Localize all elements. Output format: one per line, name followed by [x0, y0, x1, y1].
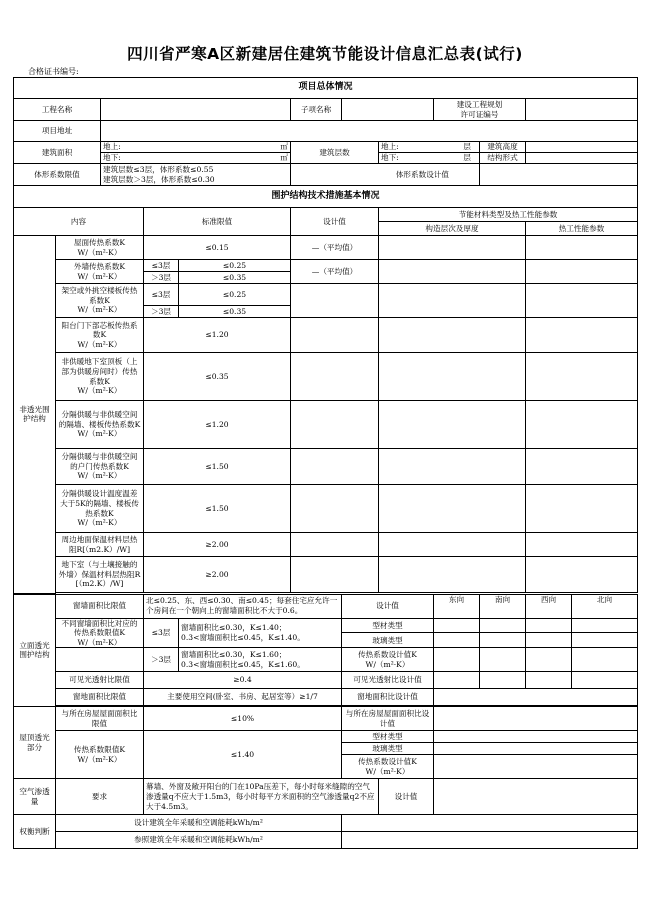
basement-wall-r-label: 地下室（与土壤接触的外墙）保温材料层热阻R[（m2.K）/W] — [56, 557, 144, 593]
project-address-label: 项目地址 — [14, 121, 101, 142]
window-floor-ratio-design-label: 窗地面积比设计值 — [342, 689, 434, 706]
permit-number-label: 建设工程规划 许可证编号 — [434, 99, 526, 121]
vt-east[interactable] — [434, 672, 480, 689]
overhang-floor-layers[interactable] — [379, 284, 526, 318]
floor-gt3-limit: ≤0.35 — [179, 306, 291, 318]
partition-door-thermal[interactable] — [526, 449, 638, 485]
facade-le3-label: ≤3层 — [144, 618, 179, 648]
summary-table — [13, 77, 638, 849]
wall-le3-label: ≤3层 — [144, 260, 179, 272]
project-address-value[interactable] — [101, 121, 638, 142]
roof-thermal[interactable] — [526, 236, 638, 260]
facade-frame-type-label: 型材类型 — [342, 618, 434, 633]
orientation-south: 南向 — [480, 594, 526, 618]
skylight-frame-type-label: 型材类型 — [342, 731, 434, 743]
design-energy-value[interactable] — [342, 815, 638, 832]
opaque-envelope-label: 非透光围护结构 — [14, 236, 56, 594]
skylight-ratio-design-label: 与所在房屋屋面面积比设计值 — [342, 707, 434, 731]
column-material-params: 节能材料类型及热工性能参数 — [379, 208, 638, 222]
area-above-ground[interactable] — [101, 142, 291, 153]
glass-south[interactable] — [480, 633, 526, 648]
frame-north[interactable] — [572, 618, 638, 633]
ground-insulation-r-limit: ≥2.00 — [144, 533, 291, 557]
air-infiltration-label: 空气渗透量 — [14, 779, 56, 815]
orientation-east: 东向 — [434, 594, 480, 618]
partition-wall-k-limit: ≤1.20 — [144, 401, 291, 449]
balcony-door-layers[interactable] — [379, 318, 526, 353]
partition-wall-design[interactable] — [291, 401, 379, 449]
air-infiltration-requirement: 幕墙、外窗及敞开阳台的门在10Pa压差下，每小时每米缝隙的空气渗透量q不应大于1.5m3，每小时每平方米面积的空气渗透量q2不应大于4.5m3。 — [144, 779, 379, 815]
partition-wall-layers[interactable] — [379, 401, 526, 449]
floors-below-ground[interactable] — [379, 153, 480, 164]
orientation-west: 西向 — [526, 594, 572, 618]
floor-unit: 层 — [463, 142, 471, 152]
frame-east[interactable] — [434, 618, 480, 633]
balcony-door-k-label: 阳台门下部芯板传热系数K W/（m²·K） — [56, 318, 144, 353]
basement-wall-r-limit: ≥2.00 — [144, 557, 291, 593]
floor-le3-label: ≤3层 — [144, 284, 179, 306]
skylight-ratio-limit: ≤10% — [144, 707, 342, 731]
column-standard-limit: 标准限值 — [144, 208, 291, 236]
basement-roof-k-limit: ≤0.35 — [144, 353, 291, 401]
below-ground-label: 地下: — [381, 153, 399, 163]
k-west[interactable] — [526, 648, 572, 672]
facade-glass-type-label: 玻璃类型 — [342, 633, 434, 648]
visible-transmittance-design-label: 可见光透射比设计值 — [342, 672, 434, 689]
facade-transparent-label: 立面透光围护结构 — [14, 594, 56, 707]
window-floor-ratio-limit: 主要使用空间(卧室、书房、起居室等）≥1/7 — [144, 689, 342, 706]
page-title: 四川省严寒A区新建居住建筑节能设计信息汇总表(试行) — [127, 45, 523, 63]
k-east[interactable] — [434, 648, 480, 672]
basement-wall-thermal[interactable] — [526, 557, 638, 593]
reference-energy-label: 参照建筑全年采暖和空调能耗kWh/m² — [56, 832, 342, 849]
skylight-k-design-value[interactable] — [434, 755, 638, 779]
k-by-wwr-spacer — [56, 648, 144, 672]
temp-diff-partition-layers[interactable] — [379, 485, 526, 533]
wwr-design-label: 设计值 — [342, 594, 434, 618]
partition-wall-thermal[interactable] — [526, 401, 638, 449]
certificate-number-label: 合格证书编号: — [28, 67, 79, 76]
area-unit: ㎡ — [280, 142, 288, 152]
basement-roof-layers[interactable] — [379, 353, 526, 401]
facade-k-design-label: 传热系数设计值K W/（m²·K） — [342, 648, 434, 672]
vt-west[interactable] — [526, 672, 572, 689]
air-infiltration-requirement-label: 要求 — [56, 779, 144, 815]
partition-door-layers[interactable] — [379, 449, 526, 485]
k-south[interactable] — [480, 648, 526, 672]
k-by-wwr-label: 不同窗墙面积比对应的传热系数限值K W/（m²·K） — [56, 618, 144, 648]
skylight-k-limit-label: 传热系数限值K W/（m²·K） — [56, 731, 144, 779]
roof-k-design[interactable]: —（平均值） — [291, 236, 379, 260]
floor-gt3-label: ＞3层 — [144, 306, 179, 318]
vt-north[interactable] — [572, 672, 638, 689]
structure-type-label: 结构形式 — [480, 153, 526, 164]
section-overview-heading: 项目总体情况 — [14, 78, 638, 99]
partition-door-design[interactable] — [291, 449, 379, 485]
temp-diff-partition-k-label: 分隔供暖设计温度温差大于5K的隔墙、楼板传热系数K W/（m²·K） — [56, 485, 144, 533]
column-content: 内容 — [14, 208, 144, 236]
structure-type-value[interactable] — [526, 153, 638, 164]
balcony-door-k-limit: ≤1.20 — [144, 318, 291, 353]
skylight-k-design-label: 传热系数设计值K W/（m²·K） — [342, 755, 434, 779]
ground-insulation-r-label: 周边地面保温材料层热阻R[（m2.K）/W] — [56, 533, 144, 557]
wall-layers[interactable] — [379, 260, 526, 284]
skylight-glass-type-label: 玻璃类型 — [342, 743, 434, 755]
above-ground-label: 地上: — [103, 142, 121, 152]
skylight-k-limit: ≤1.40 — [144, 731, 342, 779]
frame-south[interactable] — [480, 618, 526, 633]
design-energy-label: 设计建筑全年采暖和空调能耗kWh/m² — [56, 815, 342, 832]
basement-wall-layers[interactable] — [379, 557, 526, 593]
ground-insulation-design[interactable] — [291, 533, 379, 557]
building-height-label: 建筑高度 — [480, 142, 526, 153]
column-layers: 构造层次及厚度 — [379, 222, 526, 236]
facade-gt3-text: 窗墙面积比≤0.30，K≤1.60； 0.3<窗墙面积比≤0.45，K≤1.60。 — [179, 648, 342, 672]
temp-diff-partition-thermal[interactable] — [526, 485, 638, 533]
project-name-value[interactable] — [101, 99, 291, 121]
skylight-ratio-limit-label: 与所在房屋屋面面积比限值 — [56, 707, 144, 731]
skylight-frame-type-value[interactable] — [434, 731, 638, 743]
shape-coefficient-limit-text: 建筑层数≤3层，体形系数≤0.55 建筑层数＞3层，体形系数≤0.30 — [101, 164, 291, 186]
temp-diff-partition-k-limit: ≤1.50 — [144, 485, 291, 533]
floors-label: 建筑层数 — [291, 142, 379, 164]
wall-le3-limit: ≤0.25 — [179, 260, 291, 272]
shape-coefficient-limit-label: 体形系数限值 — [14, 164, 101, 186]
skylight-label: 屋顶透光部分 — [14, 707, 56, 779]
shape-coefficient-design-label: 体形系数设计值 — [291, 164, 480, 186]
wall-thermal[interactable] — [526, 260, 638, 284]
window-floor-ratio-design-value[interactable] — [434, 689, 638, 706]
wwr-limit-text: 北≤0.25、东、西≤0.30、南≤0.45；每套住宅应允许一个房间在一个朝向上的窗墙面积比不大于0.6。 — [144, 594, 342, 618]
partition-door-k-limit: ≤1.50 — [144, 449, 291, 485]
balcony-door-design[interactable] — [291, 318, 379, 353]
wall-gt3-limit: ≤0.35 — [179, 272, 291, 284]
visible-transmittance-limit: ≥0.4 — [144, 672, 342, 689]
section-envelope-heading: 围护结构技术措施基本情况 — [14, 186, 638, 208]
basement-roof-design[interactable] — [291, 353, 379, 401]
orientation-north: 北向 — [572, 594, 638, 618]
air-infiltration-design-value[interactable] — [434, 779, 638, 815]
shape-coefficient-design-value[interactable] — [480, 164, 638, 186]
overhang-floor-thermal[interactable] — [526, 284, 638, 318]
ground-insulation-layers[interactable] — [379, 533, 526, 557]
floor-unit: 层 — [463, 153, 471, 163]
wwr-limit-label: 窗墙面积比限值 — [56, 594, 144, 618]
facade-gt3-label: ＞3层 — [144, 648, 179, 672]
column-design-value: 设计值 — [291, 208, 379, 236]
area-below-ground[interactable] — [101, 153, 291, 164]
tradeoff-label: 权衡判断 — [14, 815, 56, 849]
below-ground-label: 地下: — [103, 153, 121, 163]
floors-above-ground[interactable] — [379, 142, 480, 153]
frame-west[interactable] — [526, 618, 572, 633]
overhang-floor-design[interactable] — [291, 284, 379, 318]
k-north[interactable] — [572, 648, 638, 672]
facade-le3-text: 窗墙面积比≤0.30，K≤1.40； 0.3<窗墙面积比≤0.45，K≤1.40。 — [179, 618, 342, 648]
vt-south[interactable] — [480, 672, 526, 689]
temp-diff-partition-design[interactable] — [291, 485, 379, 533]
visible-transmittance-limit-label: 可见光透射比限值 — [56, 672, 144, 689]
above-ground-label: 地上: — [381, 142, 399, 152]
glass-north[interactable] — [572, 633, 638, 648]
basement-roof-k-label: 非供暖地下室顶板（上部为供暖房间时）传热系数K W/（m²·K） — [56, 353, 144, 401]
building-area-label: 建筑面积 — [14, 142, 101, 164]
column-thermal: 热工性能参数 — [526, 222, 638, 236]
partition-door-k-label: 分隔供暖与非供暖空间的户门传热系数K W/（m²·K） — [56, 449, 144, 485]
wall-k-label: 外墙传热系数K W/（m²·K） — [56, 260, 144, 284]
balcony-door-thermal[interactable] — [526, 318, 638, 353]
roof-k-limit: ≤0.15 — [144, 236, 291, 260]
roof-layers[interactable] — [379, 236, 526, 260]
skylight-glass-type-value[interactable] — [434, 743, 638, 755]
sub-item-name-label: 子项名称 — [291, 99, 342, 121]
sub-item-name-value[interactable] — [342, 99, 434, 121]
roof-k-label: 屋面传热系数K W/（m²·K） — [56, 236, 144, 260]
building-height-value[interactable] — [526, 142, 638, 153]
wall-gt3-label: ＞3层 — [144, 272, 179, 284]
reference-energy-value[interactable] — [342, 832, 638, 849]
skylight-ratio-design-value[interactable] — [434, 707, 638, 731]
wall-k-design[interactable]: —（平均值） — [291, 260, 379, 284]
permit-number-value[interactable] — [526, 99, 638, 121]
glass-east[interactable] — [434, 633, 480, 648]
glass-west[interactable] — [526, 633, 572, 648]
ground-insulation-thermal[interactable] — [526, 533, 638, 557]
floor-le3-limit: ≤0.25 — [179, 284, 291, 306]
overhang-floor-k-label: 架空或外挑空楼板传热系数K W/（m²·K） — [56, 284, 144, 318]
partition-wall-k-label: 分隔供暖与非供暖空间的隔墙、楼板传热系数K W/（m²·K） — [56, 401, 144, 449]
basement-roof-thermal[interactable] — [526, 353, 638, 401]
window-floor-ratio-limit-label: 窗地面积比限值 — [56, 689, 144, 706]
basement-wall-design[interactable] — [291, 557, 379, 593]
air-infiltration-design-label: 设计值 — [379, 779, 434, 815]
area-unit: ㎡ — [280, 153, 288, 163]
project-name-label: 工程名称 — [14, 99, 101, 121]
